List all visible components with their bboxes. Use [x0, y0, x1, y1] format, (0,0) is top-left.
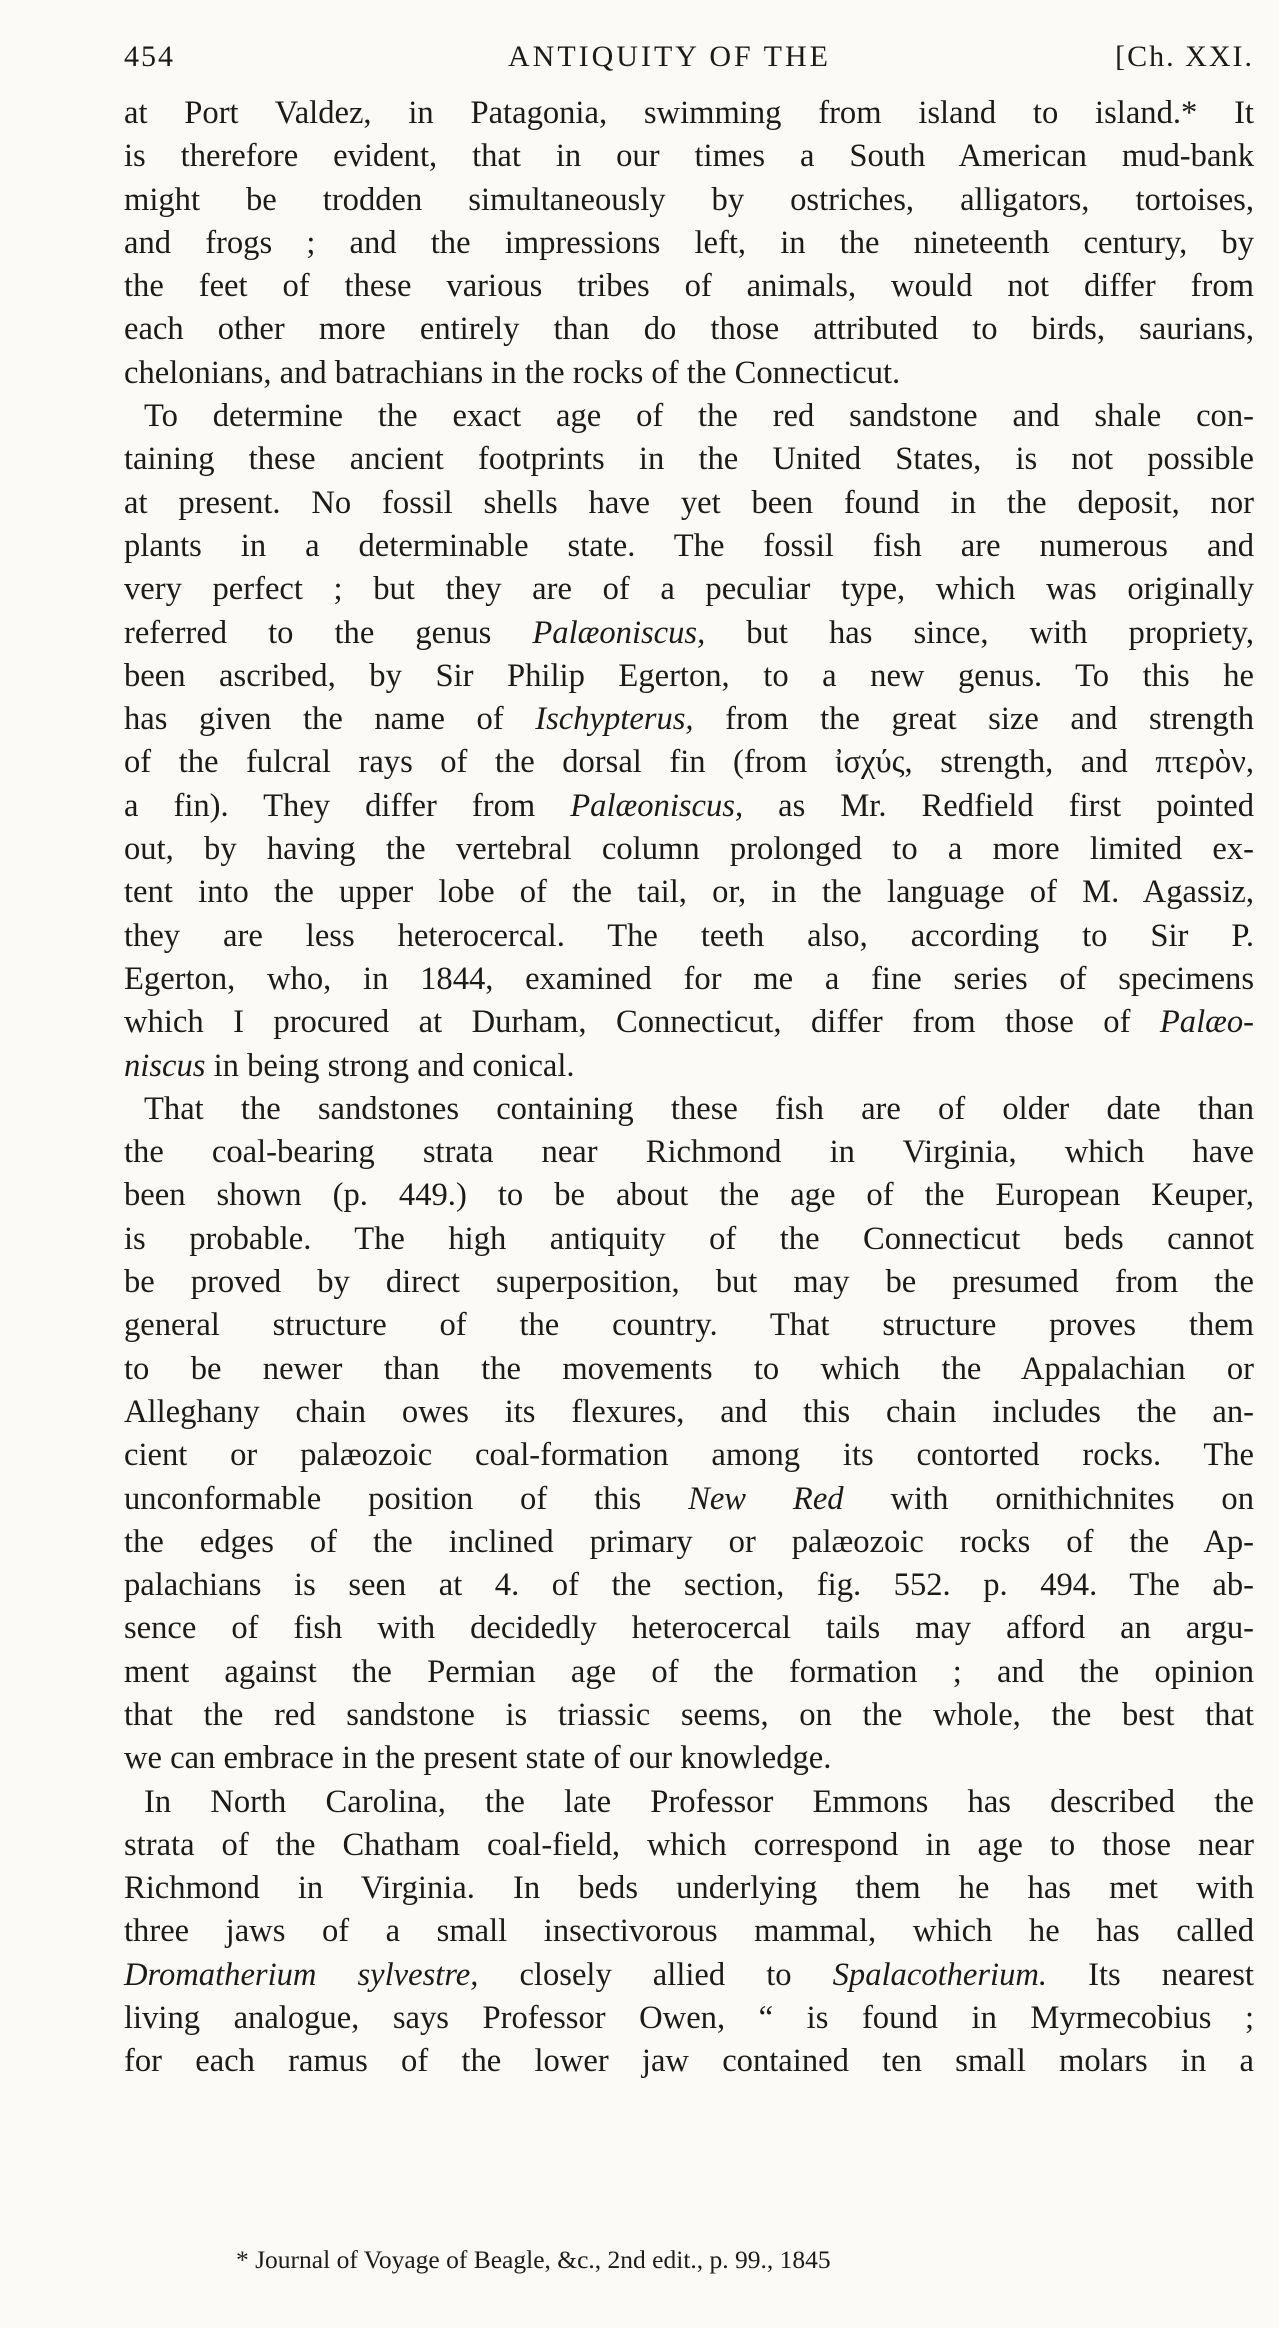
text-line: [124, 1737, 1254, 1780]
text-line: [124, 1867, 1254, 1910]
text-span: we can embrace in the present state of our knowledge.: [124, 1740, 832, 1777]
text-line: [124, 2040, 1254, 2083]
text-span: plants in a determinable state. The fossil fish are numerous and: [124, 527, 1254, 564]
text-line: [124, 1781, 1254, 1824]
text-span: the feet of these various tribes of animals, would not differ from: [124, 268, 1254, 305]
text-span: unconformable position of this: [124, 1480, 689, 1517]
text-line: [124, 352, 1254, 395]
text-line: [124, 1088, 1254, 1131]
text-line: [124, 741, 1254, 784]
text-line: [124, 698, 1254, 741]
text-span: very perfect ; but they are of a peculiar type, which was originally: [124, 571, 1254, 608]
text-span: has given the name of: [124, 701, 536, 738]
text-span: ment against the Permian age of the formation ; and the opinion: [124, 1653, 1254, 1690]
text-line: [124, 785, 1254, 828]
text-span: closely allied to: [478, 1956, 833, 1993]
text-line: [124, 828, 1254, 871]
text-span: strata of the Chatham coal-field, which correspond in age to those near: [124, 1826, 1254, 1863]
italic-text: Spalacotherium.: [832, 1956, 1048, 1993]
text-span: with ornithichnites on: [843, 1480, 1255, 1517]
text-span: from the great size and strength: [693, 701, 1254, 738]
text-line: [124, 1478, 1254, 1521]
text-line: [124, 1997, 1254, 2040]
text-span: In North Carolina, the late Professor Emmons has described the: [144, 1783, 1254, 1820]
text-span: palachians is seen at 4. of the section, fig. 552. p. 494. The ab-: [124, 1567, 1254, 1604]
text-line: [124, 482, 1254, 525]
page-number: 454: [124, 40, 175, 73]
text-line: [124, 1174, 1254, 1217]
text-line: [124, 1045, 1254, 1088]
chapter-reference: [Ch. XXI.: [1115, 40, 1254, 73]
italic-text: Ischypterus,: [535, 701, 694, 738]
text-span: to be newer than the movements to which the Appalachian or: [124, 1350, 1254, 1387]
text-line: [124, 1694, 1254, 1737]
text-line: [124, 1651, 1254, 1694]
text-line: [124, 915, 1254, 958]
text-line: [124, 395, 1254, 438]
text-line: [124, 1564, 1254, 1607]
text-line: [124, 265, 1254, 308]
text-line: [124, 1954, 1254, 1997]
text-span: a fin). They differ from: [124, 787, 571, 824]
text-span: at Port Valdez, in Patagonia, swimming from island to island.* It: [124, 95, 1254, 131]
text-span: be proved by direct superposition, but may be presumed from the: [124, 1264, 1254, 1301]
text-span: the edges of the inclined primary or palæozoic rocks of the Ap-: [124, 1523, 1254, 1560]
text-span: but has since, with propriety,: [705, 614, 1254, 651]
text-line: [124, 438, 1254, 481]
text-line: [124, 1521, 1254, 1564]
text-span: that the red sandstone is triassic seems, on the whole, the best that: [124, 1696, 1254, 1733]
text-span: three jaws of a small insectivorous mammal, which he has called: [124, 1913, 1254, 1950]
text-span: sence of fish with decidedly heterocercal tails may afford an argu-: [124, 1610, 1254, 1647]
text-span: tent into the upper lobe of the tail, or, in the language of M. Agassiz,: [124, 874, 1254, 911]
text-line: [124, 1607, 1254, 1650]
text-span: been shown (p. 449.) to be about the age of the European Keuper,: [124, 1177, 1254, 1214]
text-span: which I procured at Durham, Connecticut, differ from those of: [124, 1004, 1160, 1041]
text-span: general structure of the country. That structure proves them: [124, 1307, 1254, 1344]
text-span: and frogs ; and the impressions left, in the nineteenth century, by: [124, 224, 1254, 261]
text-span: is probable. The high antiquity of the Connecticut beds cannot: [124, 1220, 1254, 1257]
text-line: [124, 871, 1254, 914]
text-line: [124, 92, 1254, 135]
text-span: is therefore evident, that in our times a South American mud-bank: [124, 138, 1254, 175]
text-span: the coal-bearing strata near Richmond in Virginia, which have: [124, 1134, 1254, 1171]
text-span: been ascribed, by Sir Philip Egerton, to a new genus. To this he: [124, 657, 1254, 694]
text-line: [124, 525, 1254, 568]
text-span: each other more entirely than do those attributed to birds, saurians,: [124, 311, 1254, 348]
text-span: taining these ancient footprints in the United States, is not possible: [124, 441, 1254, 478]
text-line: [124, 179, 1254, 222]
italic-text: Palæo-: [1159, 1004, 1254, 1041]
text-line: [124, 958, 1254, 1001]
text-line: [124, 612, 1254, 655]
running-title: ANTIQUITY OF THE: [508, 40, 831, 73]
text-line: [124, 1001, 1254, 1044]
text-line: [124, 1131, 1254, 1174]
text-span: Richmond in Virginia. In beds underlying them he has met with: [124, 1870, 1254, 1907]
text-line: [124, 1824, 1254, 1867]
text-line: [124, 222, 1254, 265]
text-span: referred to the genus: [124, 614, 533, 651]
text-span: Alleghany chain owes its flexures, and this chain includes the an-: [124, 1393, 1254, 1430]
italic-text: Palæoniscus,: [570, 787, 744, 824]
italic-text: niscus: [124, 1047, 206, 1084]
text-span: at present. No fossil shells have yet been found in the deposit, nor: [124, 484, 1254, 521]
text-line: [124, 1910, 1254, 1953]
text-span: Egerton, who, in 1844, examined for me a fine series of specimens: [124, 960, 1254, 997]
text-span: cient or palæozoic coal-formation among its contorted rocks. The: [124, 1437, 1254, 1474]
text-span: might be trodden simultaneously by ostriches, alligators, tortoises,: [124, 181, 1254, 218]
text-span: of the fulcral rays of the dorsal fin (from ἰσχύς, strength, and πτερὸν,: [124, 744, 1254, 781]
text-line: [124, 1218, 1254, 1261]
text-span: To determine the exact age of the red sandstone and shale con-: [144, 398, 1254, 435]
text-span: That the sandstones containing these fish are of older date than: [144, 1090, 1254, 1127]
text-span: in being strong and conical.: [205, 1047, 575, 1084]
text-line: [124, 135, 1254, 178]
italic-text: New Red: [688, 1480, 844, 1517]
italic-text: Palæoniscus,: [532, 614, 706, 651]
running-header: [124, 40, 1254, 90]
text-span: out, by having the vertebral column prolonged to a more limited ex-: [124, 831, 1254, 868]
text-line: [124, 1434, 1254, 1477]
text-span: living analogue, says Professor Owen, “ is found in Myrmecobius ;: [124, 2000, 1254, 2037]
text-span: for each ramus of the lower jaw contained ten small molars in a: [124, 2043, 1254, 2080]
text-line: [124, 1304, 1254, 1347]
text-span: Its nearest: [1047, 1956, 1254, 1993]
footnote: * Journal of Voyage of Beagle, &c., 2nd edit., p. 99., 1845: [236, 2245, 831, 2274]
text-span: they are less heterocercal. The teeth also, according to Sir P.: [124, 917, 1254, 954]
text-line: [124, 568, 1254, 611]
text-span: as Mr. Redfield first pointed: [743, 787, 1254, 824]
text-span: chelonians, and batrachians in the rocks of the Connecticut.: [124, 354, 901, 391]
italic-text: Dromatherium sylvestre,: [124, 1956, 479, 1993]
text-line: [124, 1391, 1254, 1434]
text-line: [124, 655, 1254, 698]
text-line: [124, 308, 1254, 351]
body-text: [124, 92, 1254, 2084]
text-line: [124, 1261, 1254, 1304]
text-line: [124, 1348, 1254, 1391]
